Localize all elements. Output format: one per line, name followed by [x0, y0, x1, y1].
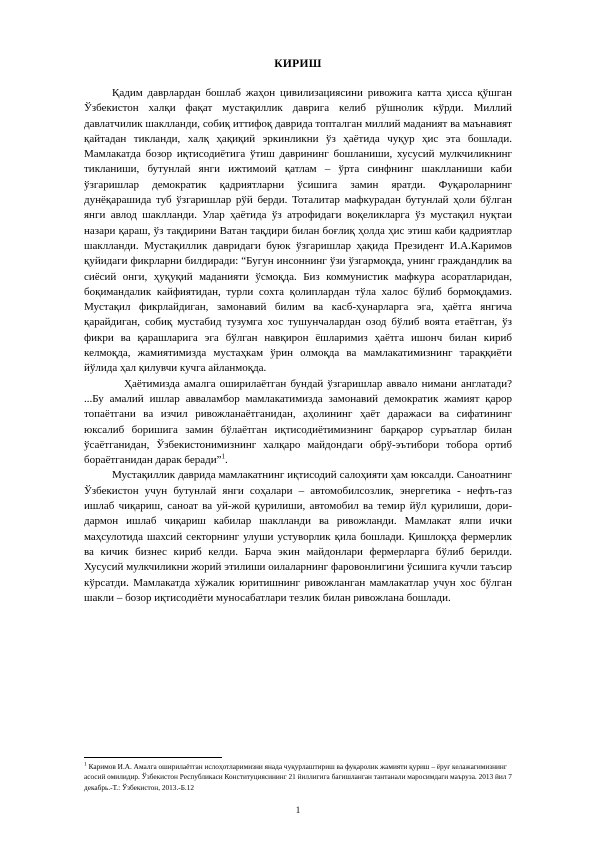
- document-body: [84, 58, 512, 606]
- paragraph-1: Қадим даврлардан бошлаб жаҳон цивилизациясини ривожига катта ҳисса қўшган Ўзбекистон халқи фақат мустақиллик даврига келиб рўшнолик кўрди. Миллий давлатчилик шаклланди, собиқ иттифоқ даврида топталган миллий маданият ва маънавият қайтадан тикланди, халқ ҳақиқий эркинликни ўз ҳаётида чуқур ҳис эта бошлади. Мамлакатда бозор иқтисодиётига ўтиш даврининг бошланиши, хусусий мулкчиликнинг тикланиши, бутунлай янги ижтимоий қатлам – ўрта синфнинг шаклланиши каби ўзгаришлар демократик қадриятларни ўсишига замин яратди. Фуқароларнинг дунёқарашида туб ўзгаришлар рўй берди. Тоталитар мафкурадан бутунлай ҳоли бўлган янги авлод шаклланди. Улар ҳаётида ўз атрофидаги воқеликларга ўз мустақил нуқтаи назари қараш, ўз тақдирини Ватан тақдири билан боғлиқ ҳолда ҳис этиш каби қадриятлар шаклланди. Мустақиллик давридаги буюк ўзгаришлар ҳақида Президент И.А.Каримов қуйидаги фикрларни билдиради: “Бугун инсоннинг ўзи ўзгармоқда, унинг граждандлик ва сиёсий онги, ҳуқуқий маданияти ўсмоқда. Биз коммунистик мафкура асоратларидан, боқимандалик кайфиятидан, турли сохта қолиплардан тўла халос бўлиб бормоқдамиз. Мустақил фикрлайдиган, замонавий билим ва касб-ҳунарларга эга, ҳаётга янгича қарайдиган, собиқ мустабид тузумга хос тушунчалардан озод бўлиб воята етаётган, ўз фикри ва қарашларига эга бўлган навқирон ёшларимиз ҳаётга ишонч билан кириб келмоқда, жамиятимизда мустаҳкам ўрин олмоқда ва мамлакатимизнинг тараққиёти йўлида ҳал қилувчи кучга айланмоқда.: [84, 87, 512, 375]
- paragraph-2: [84, 377, 512, 469]
- page-number: 1: [295, 805, 301, 815]
- footnote-text: Каримов И.А. Амалга оширилаётган ислоҳотларимизни янада чуқурлаштириш ва фуқаролик жамияти қуриш – ёруғ келажагимизнинг асосий омилидир. Ўзбекистон Республикаси Конституциясининг 21 йиллигига бағишланган тантанали маросимдаги маъруза. 2013 йил 7 декабрь.-Т.: Ўзбекистон, 2013.-Б.12: [84, 762, 512, 792]
- footnote-reference[interactable]: 1: [221, 452, 225, 461]
- paragraph-3: Мустақиллик даврида мамлакатнинг иқтисодий салоҳияти ҳам юксалди. Саноатнинг Ўзбекистон учун бутунлай янги соҳалари – автомобилсозлик, энергетика - нефть-газ ишлаб чиқариш, саноат ва уй-жой қурилиши, автомобил ва темир йўл қурилиши, дори-дармон ишлаб чиқариш кабилар шаклланди ва ривожланди. Мамлакат ялпи ички маҳсулотида шахсий секторнинг улуши устуворлик қила бошлади. Қишлоқҳа фермерлик ва кичик бизнес кириб келди. Барча экин майдонлари фермерларга бўлиб берилди. Хусусий мулкчиликни жорий этилиши оилаларнинг фаровонлигини ўсишига кучли таъсир кўрсатди. Мамлакатда хўжалик юритишнинг ривожланган мамлакатлар учун хос бўлган шакли – бозор иқтисодиёти муносабатлари тезлик билан ривожлана бошлади.: [84, 469, 512, 604]
- paragraph-2-text: Ҳаётимизда амалга оширилаётган бундай ўзгаришлар аввало нимани англатади? ...Бу амалий ишлар авваламбор мамлакатимизда замонавий демократик жамият қарор топаётгани ва изчил ривожланаётганидан, аҳолининг ҳаёт даражаси ва сифатининг юксалиб боришига замин бўлаётган иқтисодиётимизнинг барқарор суръатлар билан ўсаётганидан, Ўзбекистонимизнинг халқаро майдондаги обрў-эътибори тобора ортиб бораётганидан дарак беради”: [84, 377, 512, 467]
- footnote-reference-suffix: .: [225, 454, 228, 467]
- footnote-separator: [84, 757, 222, 758]
- page-title: КИРИШ: [274, 58, 322, 70]
- footnote-number: 1: [84, 761, 87, 768]
- footnote: [84, 762, 514, 793]
